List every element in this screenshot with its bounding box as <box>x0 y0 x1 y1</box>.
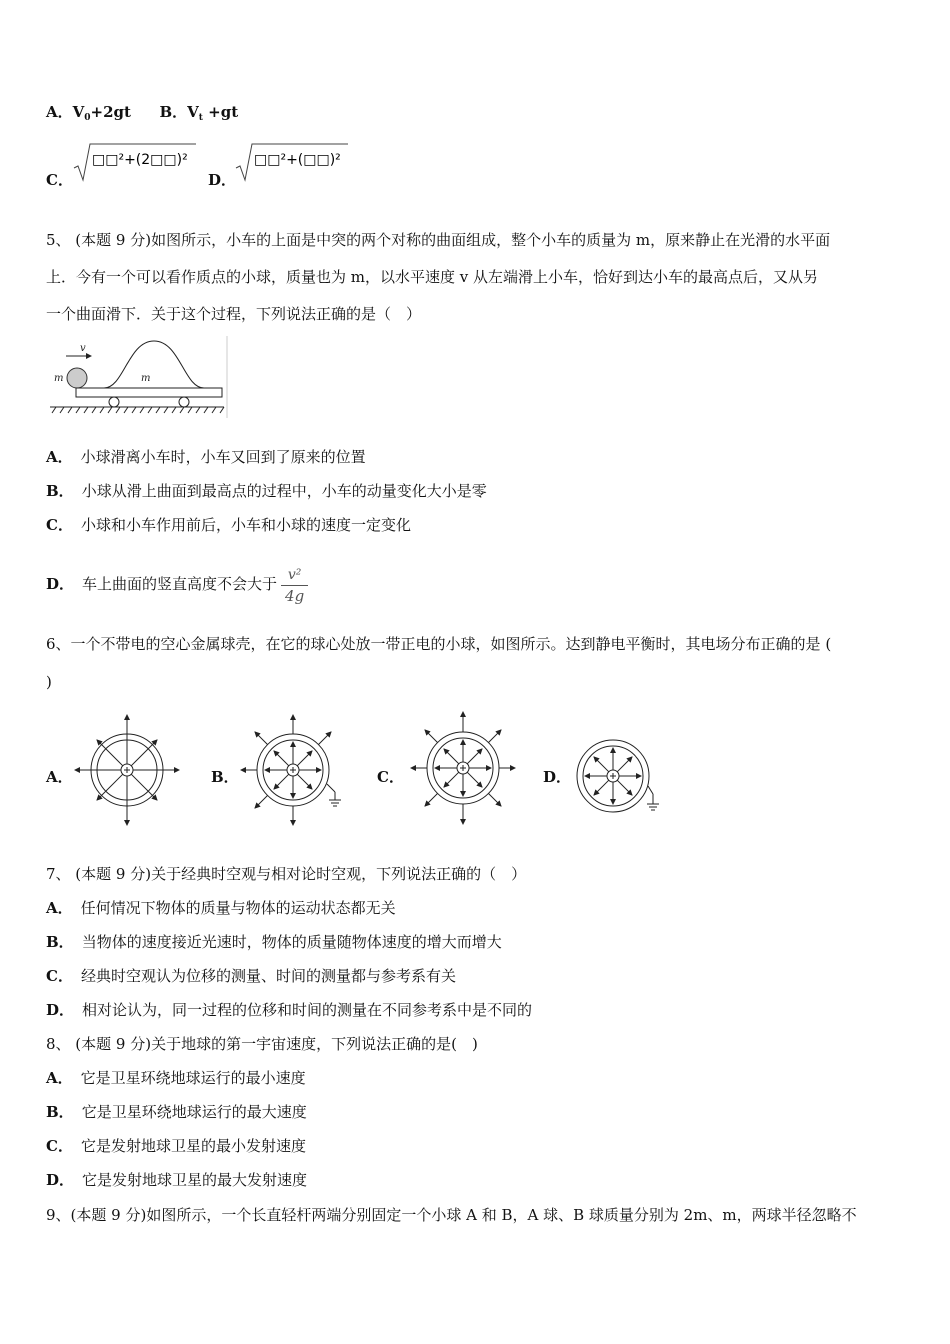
q6-option-c-label: C． <box>377 768 404 786</box>
ball-icon <box>67 368 87 388</box>
q7-option-a-label: A． <box>46 899 73 917</box>
q6-option-d-label: D． <box>543 768 572 786</box>
q8-option-d-text: 它是发射地球卫星的最大发射速度 <box>82 1171 308 1189</box>
q5-option-c-label: C． <box>46 516 73 534</box>
q7-option-d <box>46 1000 532 1020</box>
q4-option-b-rest: +gt <box>202 103 239 121</box>
q7-option-c-text: 经典时空观认为位移的测量、时间的测量都与参考系有关 <box>80 967 456 985</box>
q4-option-b-label: B． <box>159 103 188 121</box>
q7-option-b-label: B． <box>46 933 74 951</box>
q8-option-b-text: 它是卫星环绕地球运行的最大速度 <box>81 1103 307 1121</box>
q7-stem: 7、 (本题 9 分)关于经典时空观与相对论时空观，下列说法正确的（ ） <box>46 865 527 883</box>
q7-option-b-text: 当物体的速度接近光速时，物体的质量随物体速度的增大而增大 <box>81 933 502 951</box>
q4-option-d-formula <box>234 140 349 188</box>
q8-option-c-label: C． <box>46 1137 73 1155</box>
q5-cart-figure <box>46 336 231 422</box>
q5-fig-ball-m: m <box>54 373 64 384</box>
q4-option-b-sub: t <box>198 113 203 123</box>
q4-option-a-rest: +2gt <box>90 103 131 121</box>
q4-option-c-formula <box>72 140 197 188</box>
q8-option-a-label: A． <box>46 1069 73 1087</box>
q8-option-a-text: 它是卫星环绕地球运行的最小速度 <box>80 1069 306 1087</box>
radical-icon <box>234 140 349 184</box>
q4-option-b-v: V <box>187 103 199 121</box>
q5-option-a <box>46 447 366 467</box>
q5-stem-line1: 5、 (本题 9 分)如图所示，小车的上面是中突的两个对称的曲面组成，整个小车的质量为 m，原来静止在光滑的水平面 <box>46 231 831 249</box>
q5-fig-v-label: v <box>80 343 86 354</box>
q5-fig-car-m: m <box>141 373 151 384</box>
q5-option-d-text: 车上曲面的竖直高度不会大于 <box>82 575 278 593</box>
q6-figure-b <box>240 712 350 832</box>
q6-stem-line1: 6、一个不带电的空心金属球壳，在它的球心处放一带正电的小球，如图所示。达到静电平衡时，其电场分布正确的是 ( <box>46 635 832 653</box>
q8-option-b-label: B． <box>46 1103 74 1121</box>
wheel-icon <box>109 397 119 407</box>
q6-stem-line2: ) <box>46 673 52 691</box>
q8-stem: 8、 (本题 9 分)关于地球的第一宇宙速度，下列说法正确的是( ) <box>46 1035 478 1053</box>
q6-option-b-label: B． <box>211 768 239 786</box>
q7-option-c <box>46 966 456 986</box>
q4-option-c-formula-text: □□²+(2□□)² <box>92 152 188 168</box>
q5-option-b-text: 小球从滑上曲面到最高点的过程中，小车的动量变化大小是零 <box>81 482 487 500</box>
ground-icon <box>647 786 659 810</box>
q8-option-c <box>46 1136 306 1156</box>
q7-option-a <box>46 898 396 918</box>
radical-icon <box>72 140 197 184</box>
q7-option-a-text: 任何情况下物体的质量与物体的运动状态都无关 <box>80 899 396 917</box>
q5-option-a-label: A． <box>46 448 73 466</box>
q8-option-b <box>46 1102 307 1122</box>
q5-option-b <box>46 481 487 501</box>
ground-icon <box>327 784 341 806</box>
q5-option-d <box>46 558 308 610</box>
q5-option-b-label: B． <box>46 482 74 500</box>
q5-option-c <box>46 515 411 535</box>
q5-stem-line2: 上．今有一个可以看作质点的小球，质量也为 m，以水平速度 v 从左端滑上小车，恰好到达小车的最高点后，又从另 <box>46 268 819 286</box>
q5-stem-line3: 一个曲面滑下．关于这个过程，下列说法正确的是（ ） <box>46 305 422 323</box>
q6-option-a-label: A． <box>46 768 73 786</box>
q4-option-a-sub: 0 <box>84 113 91 123</box>
q7-option-c-label: C． <box>46 967 73 985</box>
q4-option-d-label: D． <box>208 171 237 189</box>
q7-option-d-text: 相对论认为，同一过程的位移和时间的测量在不同参考系中是不同的 <box>82 1001 533 1019</box>
q4-option-d-formula-text: □□²+(□□)² <box>254 152 341 168</box>
q4-option-a-label: A． <box>46 103 73 121</box>
q7-option-b <box>46 932 502 952</box>
q6-figure-d <box>575 738 670 822</box>
q5-option-d-numerator: v² <box>287 566 302 583</box>
q8-option-c-text: 它是发射地球卫星的最小发射速度 <box>80 1137 306 1155</box>
q8-option-d-label: D． <box>46 1171 75 1189</box>
q5-option-d-fraction <box>281 565 308 606</box>
q4-option-c-label: C． <box>46 171 73 189</box>
q8-option-d <box>46 1170 307 1190</box>
q5-option-c-text: 小球和小车作用前后，小车和小球的速度一定变化 <box>80 516 411 534</box>
wheel-icon <box>179 397 189 407</box>
q5-option-d-label: D． <box>46 575 75 593</box>
q5-option-a-text: 小球滑离小车时，小车又回到了原来的位置 <box>80 448 366 466</box>
q5-option-d-denominator: 4g <box>281 585 308 606</box>
q4-option-a-v: V <box>72 103 85 121</box>
q7-option-d-label: D． <box>46 1001 75 1019</box>
q6-figure-a <box>74 712 180 832</box>
q4-options-ab <box>46 102 238 128</box>
q9-stem: 9、(本题 9 分)如图所示，一个长直轻杆两端分别固定一个小球 A 和 B，A 球、B 球质量分别为 2m、m，两球半径忽略不 <box>46 1206 857 1224</box>
q6-figure-c <box>410 710 516 830</box>
q8-option-a <box>46 1068 306 1088</box>
